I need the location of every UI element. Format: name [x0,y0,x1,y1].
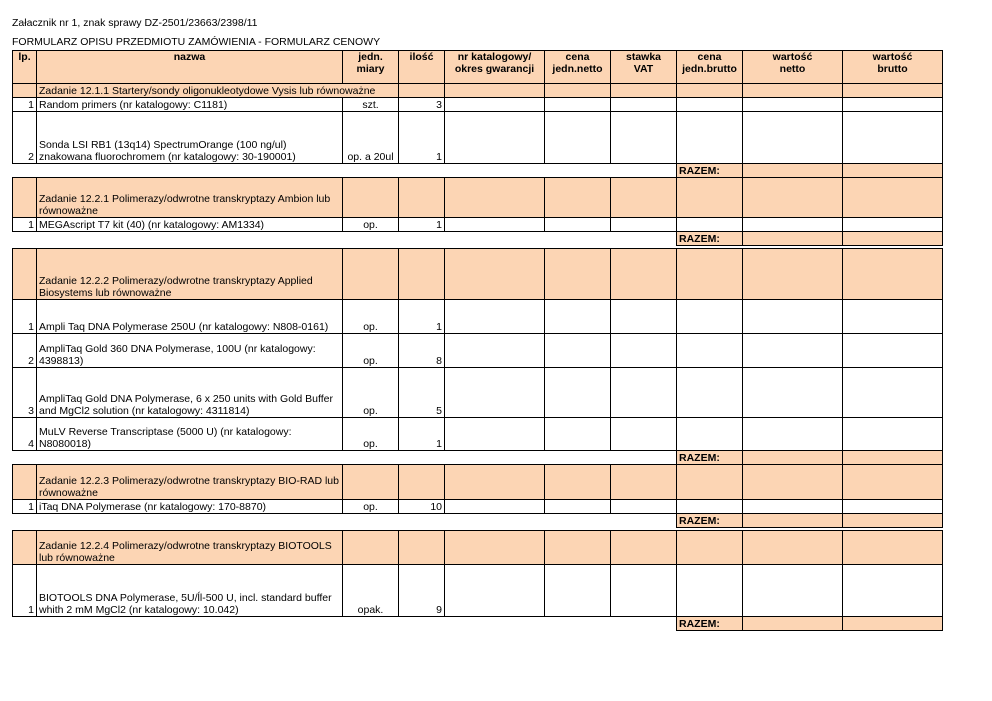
cell-wartosc-netto[interactable] [743,418,843,451]
table-row [13,300,943,334]
cell-wartosc-netto[interactable] [743,218,843,232]
total-label: RAZEM: [677,164,743,178]
cell-katalog[interactable] [445,218,545,232]
cell-katalog[interactable] [445,368,545,418]
cell-cena-netto[interactable] [545,565,611,617]
col-header-nazwa: nazwa [37,51,343,84]
cell-jedn: opak. [343,565,399,617]
cell-nazwa: MuLV Reverse Transcriptase (5000 U) (nr katalogowy: N8080018) [37,418,343,451]
table-row [13,98,943,112]
cell-jedn: op. [343,218,399,232]
cell-lp: 2 [13,112,37,164]
cell-vat[interactable] [611,112,677,164]
section-row [13,178,943,218]
cell-vat[interactable] [611,334,677,368]
cell-cena-netto[interactable] [545,500,611,514]
cell-ilosc: 9 [399,565,445,617]
cell-wartosc-netto[interactable] [743,368,843,418]
total-label: RAZEM: [677,514,743,528]
cell-cena-brutto[interactable] [677,218,743,232]
cell-jedn: op. a 20ul [343,112,399,164]
cell-nazwa: Random primers (nr katalogowy: C1181) [37,98,343,112]
cell-vat[interactable] [611,500,677,514]
cell-lp: 1 [13,218,37,232]
cell-cena-brutto[interactable] [677,418,743,451]
cell-nazwa: MEGAscript T7 kit (40) (nr katalogowy: AM1334) [37,218,343,232]
cell-katalog[interactable] [445,334,545,368]
col-header-ilosc: ilość [399,51,445,84]
cell-ilosc: 1 [399,300,445,334]
cell-cena-brutto[interactable] [677,98,743,112]
col-header-cena-netto: cena jedn.netto [545,51,611,84]
cell-lp: 2 [13,334,37,368]
cell-lp: 3 [13,368,37,418]
section-title: Zadanie 12.2.3 Polimerazy/odwrotne transkryptazy BIO-RAD lub równoważne [37,465,343,500]
total-label: RAZEM: [677,232,743,246]
cell-lp: 1 [13,98,37,112]
total-brutto[interactable] [843,451,943,465]
cell-vat[interactable] [611,565,677,617]
cell-wartosc-brutto[interactable] [843,300,943,334]
section-row [13,465,943,500]
total-brutto[interactable] [843,617,943,631]
cell-wartosc-brutto[interactable] [843,98,943,112]
total-netto[interactable] [743,451,843,465]
total-row [13,232,943,246]
cell-wartosc-brutto[interactable] [843,368,943,418]
total-label: RAZEM: [677,451,743,465]
table-row [13,334,943,368]
cell-vat[interactable] [611,300,677,334]
total-brutto[interactable] [843,164,943,178]
table-row [13,565,943,617]
section-row [13,531,943,565]
cell-lp: 4 [13,418,37,451]
total-netto[interactable] [743,164,843,178]
cell-katalog[interactable] [445,418,545,451]
table-row [13,218,943,232]
table-row [13,418,943,451]
total-row [13,164,943,178]
cell-vat[interactable] [611,368,677,418]
cell-cena-netto[interactable] [545,418,611,451]
cell-jedn: op. [343,500,399,514]
cell-jedn: op. [343,418,399,451]
col-header-lp: lp. [13,51,37,84]
table-row [13,112,943,164]
col-header-cena-brutto: cena jedn.brutto [677,51,743,84]
cell-cena-brutto[interactable] [677,334,743,368]
cell-wartosc-netto[interactable] [743,98,843,112]
cell-cena-brutto[interactable] [677,368,743,418]
cell-jedn: op. [343,368,399,418]
cell-ilosc: 5 [399,368,445,418]
cell-katalog[interactable] [445,112,545,164]
total-netto[interactable] [743,232,843,246]
cell-cena-brutto[interactable] [677,565,743,617]
cell-wartosc-brutto[interactable] [843,218,943,232]
cell-nazwa: BIOTOOLS DNA Polymerase, 5U/ĺl-500 U, incl. standard buffer whith 2 mM MgCl2 (nr katalogowy: 10.042) [37,565,343,617]
table-header-row [13,51,943,84]
total-netto[interactable] [743,514,843,528]
section-title: Zadanie 12.2.1 Polimerazy/odwrotne transkryptazy Ambion lub równoważne [37,178,343,218]
total-row [13,617,943,631]
total-label: RAZEM: [677,617,743,631]
cell-wartosc-netto[interactable] [743,565,843,617]
total-netto[interactable] [743,617,843,631]
cell-jedn: op. [343,334,399,368]
cell-cena-netto[interactable] [545,98,611,112]
cell-katalog[interactable] [445,98,545,112]
cell-katalog[interactable] [445,500,545,514]
cell-wartosc-brutto[interactable] [843,418,943,451]
cell-cena-brutto[interactable] [677,500,743,514]
price-form-table [12,50,943,631]
form-title: FORMULARZ OPISU PRZEDMIOTU ZAMÓWIENIA - FORMULARZ CENOWY [12,36,381,48]
cell-vat[interactable] [611,218,677,232]
section-title: Zadanie 12.2.2 Polimerazy/odwrotne transkryptazy Applied Biosystems lub równoważne [37,249,343,300]
section-row [13,249,943,300]
cell-nazwa: iTaq DNA Polymerase (nr katalogowy: 170-8870) [37,500,343,514]
cell-cena-netto[interactable] [545,300,611,334]
cell-wartosc-brutto[interactable] [843,500,943,514]
col-header-katalog: nr katalogowy/ okres gwarancji [445,51,545,84]
cell-cena-brutto[interactable] [677,112,743,164]
cell-ilosc: 8 [399,334,445,368]
cell-ilosc: 3 [399,98,445,112]
cell-nazwa: AmpliTaq Gold 360 DNA Polymerase, 100U (nr katalogowy: 4398813) [37,334,343,368]
cell-katalog[interactable] [445,565,545,617]
cell-nazwa: Ampli Taq DNA Polymerase 250U (nr katalogowy: N808-0161) [37,300,343,334]
cell-wartosc-netto[interactable] [743,500,843,514]
cell-jedn: szt. [343,98,399,112]
cell-nazwa: Sonda LSI RB1 (13q14) SpectrumOrange (100 ng/ul) znakowana fluorochromem (nr katalogowy: 30-190001) [37,112,343,164]
total-brutto[interactable] [843,514,943,528]
table-row [13,368,943,418]
cell-ilosc: 1 [399,418,445,451]
table-row [13,500,943,514]
document-reference: Załacznik nr 1, znak sprawy DZ-2501/23663/2398/11 [12,17,258,29]
cell-cena-brutto[interactable] [677,300,743,334]
cell-wartosc-brutto[interactable] [843,112,943,164]
cell-wartosc-brutto[interactable] [843,334,943,368]
cell-lp: 1 [13,500,37,514]
cell-cena-netto[interactable] [545,368,611,418]
cell-wartosc-brutto[interactable] [843,565,943,617]
cell-jedn: op. [343,300,399,334]
section-title: Zadanie 12.1.1 Startery/sondy oligonukleotydowe Vysis lub równoważne [37,84,399,98]
col-header-wartosc-netto: wartość netto [743,51,843,84]
total-row [13,451,943,465]
cell-cena-netto[interactable] [545,218,611,232]
cell-wartosc-netto[interactable] [743,300,843,334]
cell-cena-netto[interactable] [545,334,611,368]
cell-lp: 1 [13,300,37,334]
cell-cena-netto[interactable] [545,112,611,164]
cell-katalog[interactable] [445,300,545,334]
cell-wartosc-netto[interactable] [743,334,843,368]
total-row [13,514,943,528]
cell-ilosc: 1 [399,218,445,232]
cell-ilosc: 10 [399,500,445,514]
total-brutto[interactable] [843,232,943,246]
section-row [13,84,943,98]
cell-vat[interactable] [611,418,677,451]
cell-nazwa: AmpliTaq Gold DNA Polymerase, 6 x 250 units with Gold Buffer and MgCl2 solution (nr katalogowy: 4311814) [37,368,343,418]
col-header-jedn: jedn. miary [343,51,399,84]
section-title: Zadanie 12.2.4 Polimerazy/odwrotne transkryptazy BIOTOOLS lub równoważne [37,531,343,565]
cell-ilosc: 1 [399,112,445,164]
cell-wartosc-netto[interactable] [743,112,843,164]
cell-vat[interactable] [611,98,677,112]
cell-lp: 1 [13,565,37,617]
col-header-vat: stawka VAT [611,51,677,84]
col-header-wartosc-brutto: wartość brutto [843,51,943,84]
